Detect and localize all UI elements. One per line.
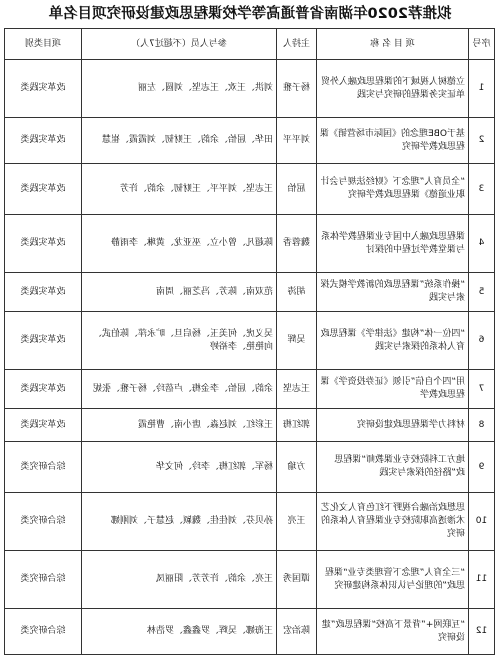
cell-host: 王亮: [277, 493, 317, 551]
cell-no: 12: [469, 609, 495, 655]
cell-type: 改革实践类: [5, 370, 82, 409]
cell-host: 郭红梅: [277, 409, 317, 442]
document-title: 拟推荐2020年湖南省普通高等学校课程思政建设研究项目名单: [48, 6, 452, 22]
table-row: [5, 409, 495, 442]
table-row: [5, 118, 495, 164]
cell-host: 谭国秀: [277, 551, 317, 609]
cell-project-name: “四位一体”构建《法律学》课程思政育人体系的探索与实践: [317, 312, 469, 370]
cell-members: 王彩红、刘赵淼、唐小南、曹艳霞: [82, 409, 277, 442]
cell-no: 3: [469, 164, 495, 215]
cell-host: 屈怡: [277, 164, 317, 215]
table-row: [5, 312, 495, 370]
cell-project-name: 基于OBE理念的《国际市场营销》课程思政教学研究: [317, 118, 469, 164]
table-row: [5, 215, 495, 273]
cell-type: 综合研究类: [5, 442, 82, 493]
header-no: 序号: [469, 29, 495, 60]
cell-members: 王亮、余韵、许芳芳、阳丽凤: [82, 551, 277, 609]
cell-no: 10: [469, 493, 495, 551]
cell-host: 魏蓉香: [277, 215, 317, 273]
cell-project-name: “三全育人”理念下管理类专业“课程思政”的理论与认识体系构建研究: [317, 551, 469, 609]
cell-host: 王志坚: [277, 370, 317, 409]
cell-project-name: “操作系统”课程思政的新教学模式探索与实践: [317, 273, 469, 312]
cell-type: 改革实践类: [5, 118, 82, 164]
cell-project-name: 用“四个自信”引领《证券投资学》课程思政教学: [317, 370, 469, 409]
cell-no: 11: [469, 551, 495, 609]
cell-project-name: “互联网+”背景下高校“课程思政”建设研究: [317, 609, 469, 655]
table-header-row: [5, 29, 495, 60]
cell-type: 改革实践类: [5, 60, 82, 118]
cell-project-name: 思想政治融合视野下红色育人文化艺术渗透高职院校专业课程育人体系的研究: [317, 493, 469, 551]
header-host: 主持人: [277, 29, 317, 60]
cell-members: 范双南、陈芳、冯芝丽、周南: [82, 273, 277, 312]
table-row: [5, 442, 495, 493]
cell-type: 改革实践类: [5, 273, 82, 312]
cell-type: 改革实践类: [5, 312, 82, 370]
table-row: [5, 551, 495, 609]
cell-members: 孙贝芬、刘佳佳、魏颖、赵慧子、刘刚娜: [82, 493, 277, 551]
cell-project-name: 材料力学课程思政建设研究: [317, 409, 469, 442]
table-row: [5, 370, 495, 409]
cell-members: 余韵、屈怡、李金梅、卢蓓玲、杨子雅、张妮: [82, 370, 277, 409]
table-row: [5, 493, 495, 551]
cell-members: 杨军、郭红梅、李玲、何文华: [82, 442, 277, 493]
cell-type: 综合研究类: [5, 609, 82, 655]
cell-project-name: 课程思政融入中国专业课程教学体系与课堂教学过程中的探讨: [317, 215, 469, 273]
header-members: 参与人员（不超过7人）: [82, 29, 277, 60]
cell-no: 2: [469, 118, 495, 164]
cell-type: 改革实践类: [5, 409, 82, 442]
cell-members: 吴义虎、何美玉、杨启旦、旷永萍、陈伯武、向艳艳、李裕婷: [82, 312, 277, 370]
cell-no: 4: [469, 215, 495, 273]
header-type: 项目类别: [5, 29, 82, 60]
table-row: [5, 164, 495, 215]
cell-no: 7: [469, 370, 495, 409]
cell-members: 刘洪、王欢、王志坚、刘圆、左丽: [82, 60, 277, 118]
cell-type: 改革实践类: [5, 215, 82, 273]
cell-no: 5: [469, 273, 495, 312]
cell-members: 王海娜、吴辉、罗鑫鑫、罗浩林: [82, 609, 277, 655]
cell-no: 8: [469, 409, 495, 442]
project-table: [4, 28, 495, 655]
cell-host: 吴辉: [277, 312, 317, 370]
cell-no: 6: [469, 312, 495, 370]
cell-host: 胡涛: [277, 273, 317, 312]
table-row: [5, 609, 495, 655]
table-row: [5, 60, 495, 118]
cell-no: 9: [469, 442, 495, 493]
cell-host: 方瑜: [277, 442, 317, 493]
cell-members: 田华、屈怡、余韵、王财韧、刘霞霞、崔慧: [82, 118, 277, 164]
header-project-name: 项 目 名 称: [317, 29, 469, 60]
cell-project-name: “全员育人”理念下《财经法规与会计职业道德》课程思政教学研究: [317, 164, 469, 215]
cell-members: 王志坚、刘平平、王财韧、余韵、许芳: [82, 164, 277, 215]
cell-no: 1: [469, 60, 495, 118]
cell-project-name: 立德树人视域下的课程思政融入外贸单证实务课程的研究与实践: [317, 60, 469, 118]
table-row: [5, 273, 495, 312]
cell-project-name: 地方工科院校专业课教师“课程思政”路径的探索与实践: [317, 442, 469, 493]
cell-type: 综合研究类: [5, 551, 82, 609]
cell-type: 综合研究类: [5, 493, 82, 551]
cell-host: 陈治宏: [277, 609, 317, 655]
cell-host: 杨子雅: [277, 60, 317, 118]
cell-members: 陈超凡、曾小立、巫亚龙、黄琳、李雨静: [82, 215, 277, 273]
cell-type: 改革实践类: [5, 164, 82, 215]
cell-host: 刘平平: [277, 118, 317, 164]
